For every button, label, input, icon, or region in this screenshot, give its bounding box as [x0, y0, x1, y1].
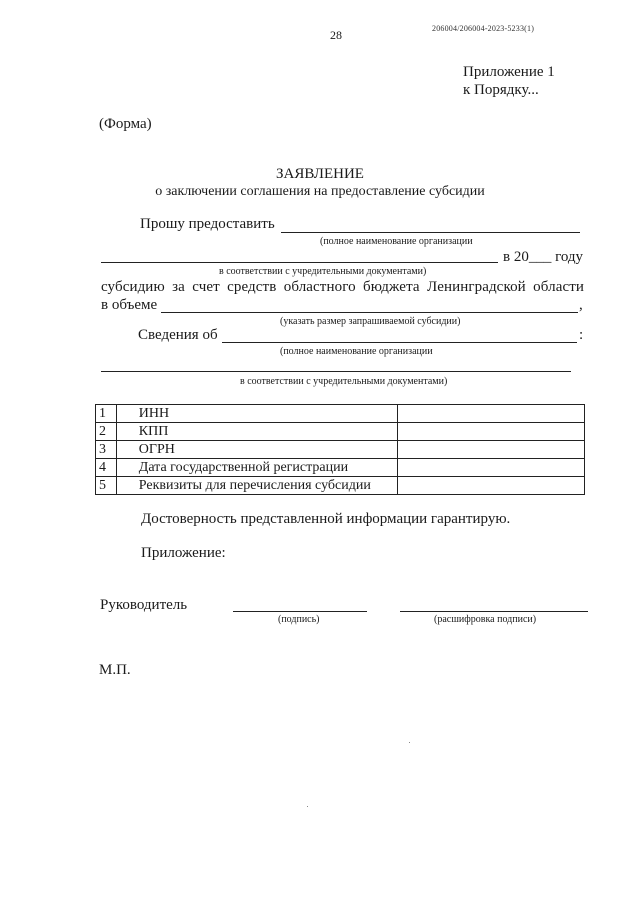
row-value-kpp[interactable] — [397, 423, 584, 441]
org-name-field-continued[interactable] — [101, 262, 498, 263]
signature-hint: (подпись) — [278, 614, 320, 625]
amount-end: , — [579, 297, 583, 313]
request-label: Прошу предоставить — [140, 216, 275, 232]
info-org-field[interactable] — [222, 342, 577, 343]
org-name-hint: (полное наименование организации — [320, 236, 473, 247]
appendix-reference: к Порядку... — [463, 82, 539, 98]
row-label-ogrn: ОГРН — [116, 441, 397, 459]
row-value-bank-details[interactable] — [397, 477, 584, 495]
row-value-registration-date[interactable] — [397, 459, 584, 477]
attachment-label: Приложение: — [141, 545, 226, 561]
info-hint-continued: в соответствии с учредительными документами) — [240, 376, 448, 387]
year-text: в 20___ году — [503, 249, 584, 265]
stamp-place: М.П. — [99, 662, 131, 678]
document-id: 206004/206004-2023-5233(1) — [432, 24, 535, 33]
appendix-label: Приложение 1 — [463, 64, 555, 80]
row-value-ogrn[interactable] — [397, 441, 584, 459]
scan-speck — [307, 806, 308, 807]
info-label: Сведения об — [138, 327, 218, 343]
amount-field[interactable] — [161, 312, 578, 313]
row-label-inn: ИНН — [116, 405, 397, 423]
row-number: 1 — [96, 405, 117, 423]
subsidy-text: субсидию за счет средств областного бюджета Ленинградской области — [101, 279, 584, 295]
amount-hint: (указать размер запрашиваемой субсидии) — [280, 316, 461, 327]
page-number: 28 — [330, 28, 342, 42]
table-row — [96, 477, 585, 495]
row-number: 5 — [96, 477, 117, 495]
year-label — [503, 249, 583, 266]
document-subtitle: о заключении соглашения на предоставление субсидии — [155, 184, 485, 199]
constituent-docs-hint: в соответствии с учредительными документами) — [219, 266, 427, 277]
row-number: 3 — [96, 441, 117, 459]
details-table — [95, 404, 585, 495]
signer-role: Руководитель — [100, 597, 188, 613]
guarantee-text: Достоверность представленной информации гарантирую. — [141, 511, 511, 527]
row-number: 4 — [96, 459, 117, 477]
table-row — [96, 423, 585, 441]
scan-speck — [409, 742, 410, 743]
info-end: : — [579, 327, 584, 343]
info-org-field-continued[interactable] — [101, 371, 571, 372]
row-label-registration-date: Дата государственной регистрации — [116, 459, 397, 477]
row-number: 2 — [96, 423, 117, 441]
row-label-kpp: КПП — [116, 423, 397, 441]
amount-label: в объеме — [101, 297, 158, 313]
signature-decode-hint: (расшифровка подписи) — [434, 614, 537, 625]
signature-decode-field[interactable] — [400, 611, 588, 612]
table-row — [96, 441, 585, 459]
signature-field[interactable] — [233, 611, 367, 612]
document-title: ЗАЯВЛЕНИЕ — [276, 166, 364, 182]
form-label: (Форма) — [99, 116, 152, 132]
table-row — [96, 405, 585, 423]
row-label-bank-details: Реквизиты для перечисления субсидии — [116, 477, 397, 495]
row-value-inn[interactable] — [397, 405, 584, 423]
table-row — [96, 459, 585, 477]
info-hint: (полное наименование организации — [280, 346, 433, 357]
org-name-field[interactable] — [281, 232, 580, 233]
